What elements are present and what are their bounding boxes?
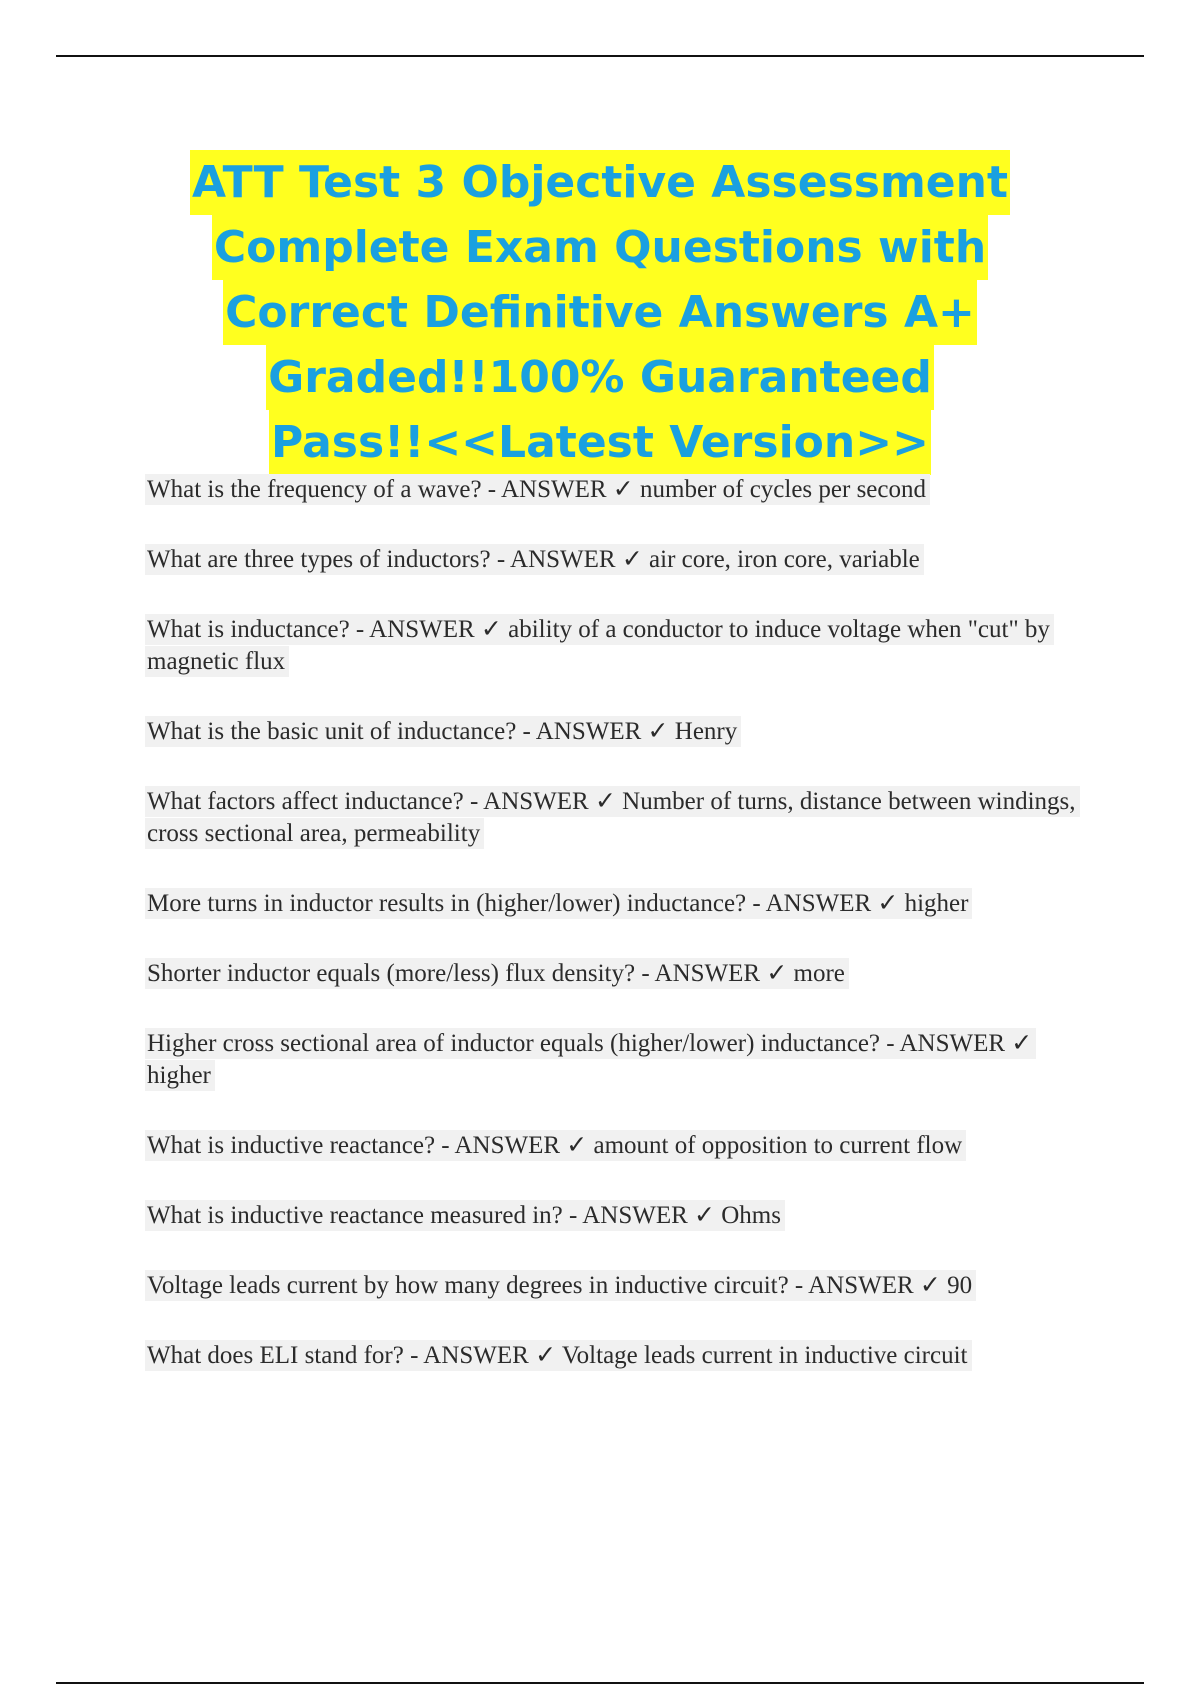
qa-text: What does ELI stand for? - ANSWER ✓ Voltage leads current in inductive circuit [145, 1340, 972, 1371]
qa-text: What is inductive reactance? - ANSWER ✓ amount of opposition to current flow [145, 1130, 966, 1161]
qa-item [145, 1340, 1095, 1372]
qa-text: Voltage leads current by how many degrees in inductive circuit? - ANSWER ✓ 90 [145, 1270, 976, 1301]
qa-text: Shorter inductor equals (more/less) flux density? - ANSWER ✓ more [145, 958, 849, 989]
qa-text: Higher cross sectional area of inductor equals (higher/lower) inductance? - ANSWER ✓ higher [145, 1028, 1036, 1091]
qa-item [145, 786, 1095, 850]
qa-item [145, 1200, 1095, 1232]
document-title [100, 150, 1100, 475]
qa-item [145, 1130, 1095, 1162]
qa-item [145, 614, 1095, 678]
qa-text: What is inductance? - ANSWER ✓ ability of a conductor to induce voltage when "cut" by magnetic flux [145, 614, 1054, 677]
title-line: Correct Definitive Answers A+ [223, 280, 977, 345]
qa-item [145, 1028, 1095, 1092]
title-line: Graded!!100% Guaranteed [266, 345, 934, 410]
title-line: Pass!!<<Latest Version>> [269, 410, 931, 475]
qa-list [145, 474, 1095, 1372]
title-line: ATT Test 3 Objective Assessment [190, 150, 1010, 215]
qa-text: What are three types of inductors? - ANSWER ✓ air core, iron core, variable [145, 544, 924, 575]
qa-item [145, 888, 1095, 920]
qa-item [145, 544, 1095, 576]
qa-text: More turns in inductor results in (higher/lower) inductance? - ANSWER ✓ higher [145, 888, 972, 919]
qa-text: What is the basic unit of inductance? - ANSWER ✓ Henry [145, 716, 741, 747]
qa-text: What factors affect inductance? - ANSWER ✓ Number of turns, distance between windings, cross sectional area, permeability [145, 786, 1080, 849]
qa-item [145, 474, 1095, 506]
qa-item [145, 1270, 1095, 1302]
top-rule [56, 55, 1144, 57]
qa-text: What is inductive reactance measured in? - ANSWER ✓ Ohms [145, 1200, 785, 1231]
bottom-rule [56, 1682, 1144, 1684]
qa-text: What is the frequency of a wave? - ANSWER ✓ number of cycles per second [145, 474, 930, 505]
qa-item [145, 958, 1095, 990]
title-line: Complete Exam Questions with [212, 215, 988, 280]
qa-item [145, 716, 1095, 748]
